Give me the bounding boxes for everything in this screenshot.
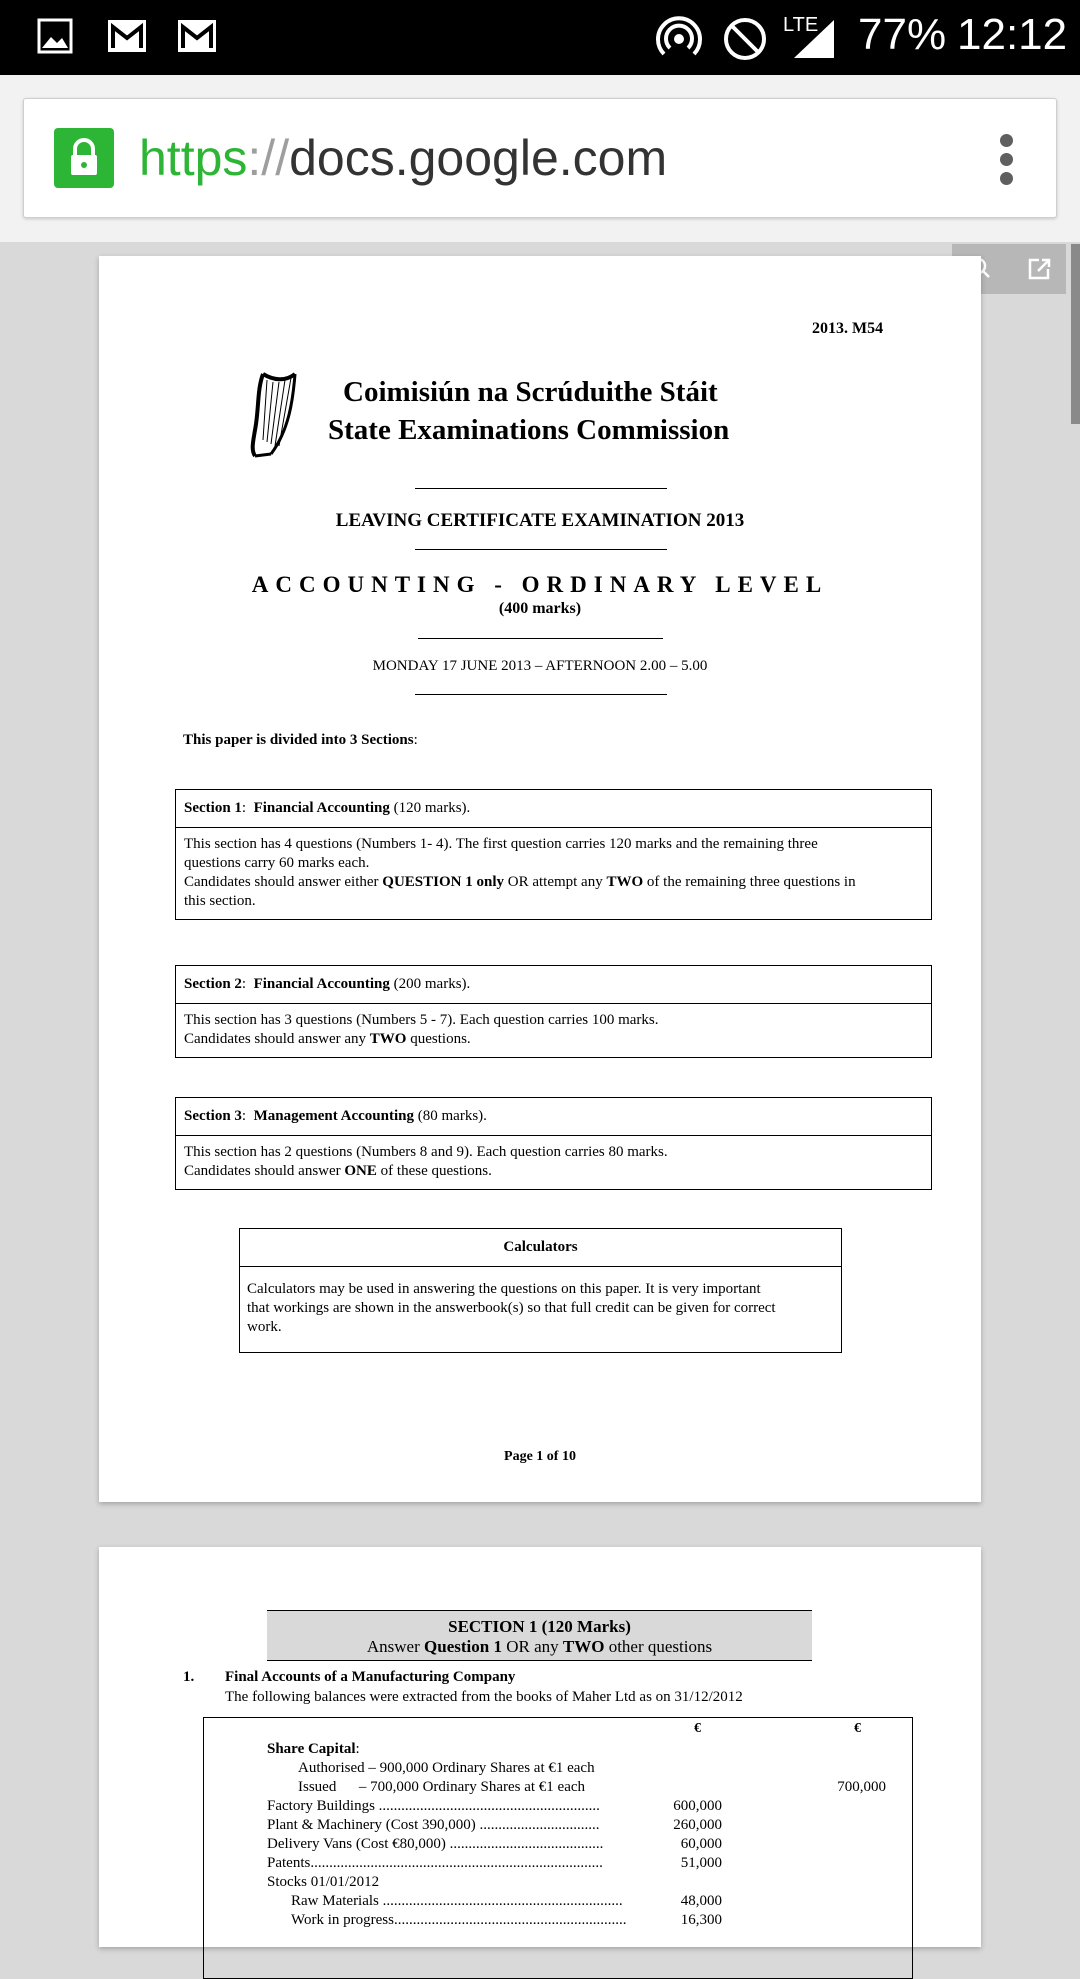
browser-toolbar — [0, 75, 1080, 242]
gmail-icon — [176, 18, 218, 59]
section-1-heading: Section 1: Financial Accounting (120 marks). — [176, 790, 931, 828]
paper-intro — [183, 732, 418, 749]
row-label: Patents.............................................................................. — [267, 1855, 603, 1871]
paper-code: 2013. M54 — [812, 320, 884, 337]
row-label: Factory Buildings ........................................................... — [267, 1798, 600, 1814]
currency-header-2: € — [854, 1721, 861, 1736]
overflow-menu-icon[interactable] — [1000, 134, 1014, 191]
section-text: This section has 4 questions (Numbers 1- 4). The first question carries 120 marks and the remaining three — [184, 836, 818, 852]
row-value-2: 700,000 — [837, 1779, 886, 1795]
row-label: Raw Materials ................................................................ — [291, 1893, 623, 1909]
divider — [415, 549, 667, 550]
status-bar — [0, 0, 1080, 75]
row-value-1: 48,000 — [680, 1893, 722, 1909]
section-text-part: TWO — [369, 1031, 407, 1047]
table-row — [204, 1816, 912, 1835]
section-marks: (80 marks). — [417, 1108, 487, 1124]
section-text-part: Candidates should answer either — [184, 874, 383, 890]
row-label: Plant & Machinery (Cost 390,000) ................................ — [267, 1817, 600, 1833]
org-name-irish: Coimisiún na Scrúduithe Stáit — [343, 376, 718, 408]
section-3-heading: Section 3: Management Accounting (80 marks). — [176, 1098, 931, 1136]
table-row — [204, 1892, 912, 1911]
row-label: Authorised – 900,000 Ordinary Shares at €1 each — [298, 1760, 595, 1776]
row-value-1: 260,000 — [673, 1817, 722, 1833]
url-host: docs.google.com — [289, 130, 668, 186]
calculators-body — [240, 1267, 841, 1350]
section-label: Section 2 — [184, 976, 242, 992]
network-type: LTE — [783, 14, 819, 36]
row-label: Work in progress.............................................................. — [291, 1912, 627, 1928]
section-text-part: ONE — [344, 1163, 377, 1179]
banner-part: TWO — [562, 1637, 605, 1656]
banner-subtitle — [267, 1637, 812, 1657]
row-label: Stocks 01/01/2012 — [267, 1874, 380, 1890]
section-text — [184, 1162, 923, 1181]
section-label: Section 3 — [184, 1108, 242, 1124]
battery-percent: 77% — [858, 10, 947, 59]
table-row — [204, 1740, 912, 1759]
table-row — [204, 1873, 912, 1892]
exam-title: LEAVING CERTIFICATE EXAMINATION 2013 — [335, 510, 745, 531]
section-text-part: Candidates should answer any — [184, 1031, 370, 1047]
row-label: Delivery Vans (Cost €80,000) ......................................... — [267, 1836, 604, 1852]
table-row — [204, 1835, 912, 1854]
table-row — [204, 1911, 912, 1930]
scrollbar-thumb[interactable] — [1071, 244, 1080, 424]
row-suffix: : — [355, 1741, 360, 1757]
signal-icon — [790, 18, 836, 65]
divider — [418, 638, 663, 639]
section-text: This section has 3 questions (Numbers 5 - 7). Each question carries 100 marks. — [184, 1012, 659, 1028]
banner-title: SECTION 1 (120 Marks) — [448, 1617, 631, 1636]
section-marks: (120 marks). — [393, 800, 471, 816]
paper-intro-colon: : — [413, 732, 418, 748]
section-text-part: OR attempt any — [503, 874, 607, 890]
row-value-1: 60,000 — [680, 1836, 722, 1852]
calculators-heading: Calculators — [240, 1229, 841, 1267]
section-text-part: of these questions. — [376, 1163, 492, 1179]
section-text-part: TWO — [606, 874, 644, 890]
trial-balance-table — [203, 1717, 913, 1979]
calculators-text: Calculators may be used in answering the questions on this paper. It is very important — [247, 1281, 761, 1297]
row-value-1: 600,000 — [673, 1798, 722, 1814]
section-text-part: questions. — [406, 1031, 471, 1047]
section-3-box — [175, 1097, 932, 1190]
section-1-box — [175, 789, 932, 920]
divider — [415, 488, 667, 489]
row-value-1: 16,300 — [680, 1912, 722, 1928]
section-banner — [267, 1610, 812, 1661]
section-text-part: of the remaining three questions in — [643, 874, 856, 890]
open-external-icon[interactable] — [1009, 244, 1066, 294]
banner-part: Question 1 — [424, 1637, 502, 1656]
section-3-body — [176, 1136, 931, 1188]
org-name-english: State Examinations Commission — [328, 414, 730, 446]
calculators-box — [239, 1228, 842, 1353]
section-1-body — [176, 828, 931, 918]
section-2-body — [176, 1004, 931, 1056]
section-title: Management Accounting — [253, 1108, 415, 1124]
row-value-1: 51,000 — [680, 1855, 722, 1871]
total-marks: (400 marks) — [498, 600, 582, 617]
section-text-part: QUESTION 1 only — [382, 874, 504, 890]
subject-title: ACCOUNTING - ORDINARY LEVEL — [251, 572, 829, 597]
banner-part: OR any — [501, 1637, 563, 1656]
table-row — [204, 1797, 912, 1816]
section-title: Financial Accounting — [253, 976, 390, 992]
calculators-text: work. — [247, 1319, 282, 1335]
gmail-icon — [106, 18, 148, 59]
section-text: This section has 2 questions (Numbers 8 and 9). Each question carries 80 marks. — [184, 1144, 668, 1160]
section-text: questions carry 60 marks each. — [184, 855, 370, 871]
section-text-part: Candidates should answer — [184, 1163, 345, 1179]
url-text[interactable] — [139, 123, 667, 193]
do-not-disturb-icon — [722, 16, 768, 67]
question-number: 1. — [183, 1669, 195, 1685]
pdf-page-2 — [99, 1547, 981, 1947]
row-label: Issued – 700,000 Ordinary Shares at €1 each — [298, 1779, 586, 1795]
section-2-heading: Section 2: Financial Accounting (200 marks). — [176, 966, 931, 1004]
url-separator: :// — [247, 130, 290, 186]
clock: 12:12 — [957, 10, 1068, 59]
pdf-page-1 — [99, 256, 981, 1502]
banner-part: Answer — [366, 1637, 425, 1656]
section-text — [184, 1030, 923, 1049]
section-label: Section 1 — [184, 800, 242, 816]
exam-date: MONDAY 17 JUNE 2013 – AFTERNOON 2.00 – 5.00 — [372, 658, 708, 674]
url-scheme: https — [139, 130, 248, 186]
section-text — [184, 873, 923, 892]
paper-intro-text: This paper is divided into 3 Sections — [183, 732, 414, 748]
banner-part: other questions — [604, 1637, 713, 1656]
section-2-box — [175, 965, 932, 1058]
table-row — [204, 1778, 912, 1797]
page-footer: Page 1 of 10 — [504, 1449, 576, 1464]
question-intro: The following balances were extracted from the books of Maher Ltd as on 31/12/2012 — [225, 1689, 743, 1705]
section-marks: (200 marks). — [393, 976, 471, 992]
question-title: Final Accounts of a Manufacturing Company — [225, 1669, 516, 1685]
divider — [415, 694, 667, 695]
harp-logo — [249, 370, 305, 465]
hotspot-icon — [656, 16, 702, 67]
url-bar[interactable] — [23, 98, 1057, 218]
row-label: Share Capital — [267, 1741, 356, 1757]
section-title: Financial Accounting — [253, 800, 390, 816]
calculators-text: that workings are shown in the answerbook(s) so that full credit can be given for correct — [247, 1300, 776, 1316]
image-icon — [37, 18, 73, 59]
section-text: this section. — [184, 893, 256, 909]
table-row — [204, 1759, 912, 1778]
table-row — [204, 1854, 912, 1873]
lock-icon[interactable] — [54, 128, 114, 188]
currency-header-1: € — [694, 1721, 701, 1736]
